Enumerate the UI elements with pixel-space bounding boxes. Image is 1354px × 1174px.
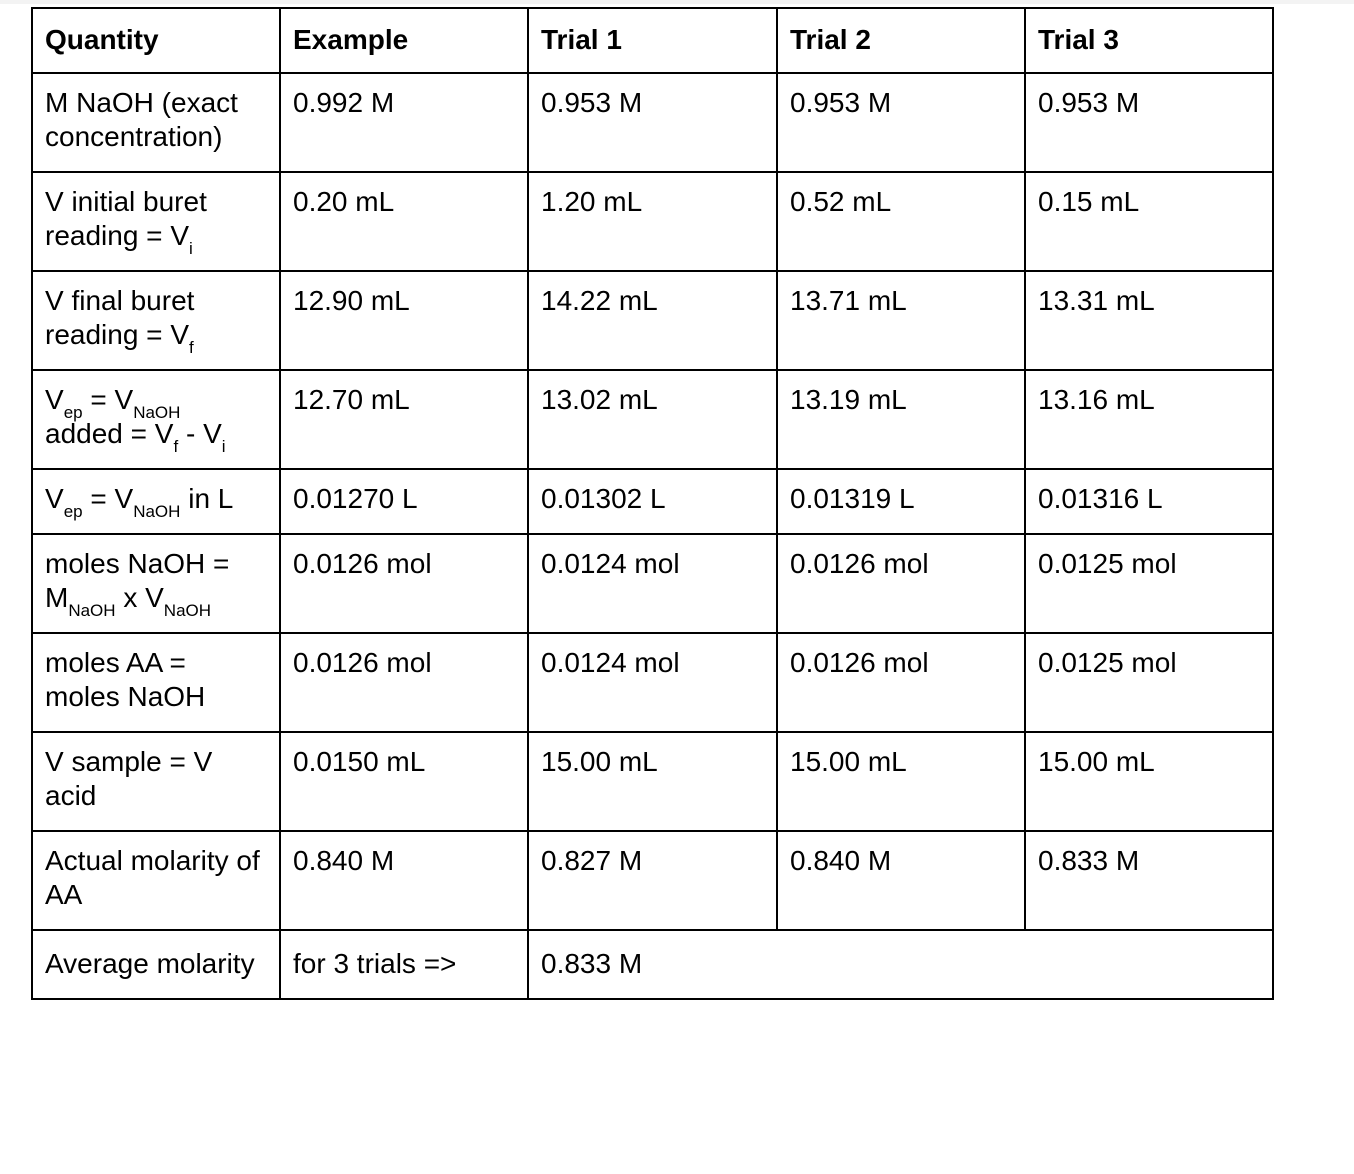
table-row-actual-molarity	[32, 831, 1273, 930]
label-subscript: i	[189, 239, 193, 258]
label-subscript: NaOH	[163, 601, 212, 620]
header-row	[32, 8, 1273, 73]
cell-trial-2: 13.71 mL	[777, 271, 1025, 370]
row-label: V sample = V acid	[32, 732, 280, 831]
cell-example: 0.992 M	[280, 73, 528, 172]
average-value: 0.833 M	[528, 930, 1273, 999]
cell-example: 12.70 mL	[280, 370, 528, 469]
cell-trial-1: 13.02 mL	[528, 370, 777, 469]
label-subscript: NaOH	[68, 601, 116, 620]
header-quantity: Quantity	[32, 8, 280, 73]
row-label	[32, 271, 280, 370]
label-subscript: NaOH	[133, 502, 181, 521]
row-label: moles AA = moles NaOH	[32, 633, 280, 732]
label-text: moles NaOH =	[45, 548, 230, 579]
cell-trial-2: 13.19 mL	[777, 370, 1025, 469]
row-label: M NaOH (exact concentration)	[32, 73, 280, 172]
table-row-v-sample	[32, 732, 1273, 831]
cell-trial-1: 0.953 M	[528, 73, 777, 172]
label-subscript: f	[189, 338, 194, 357]
table-row-v-final	[32, 271, 1273, 370]
average-label: Average molarity	[32, 930, 280, 999]
label-text: added = V	[45, 418, 174, 449]
top-separator	[0, 0, 1354, 4]
cell-trial-3: 13.31 mL	[1025, 271, 1273, 370]
cell-trial-3: 0.15 mL	[1025, 172, 1273, 271]
cell-example: 0.0150 mL	[280, 732, 528, 831]
label-text: V initial buret reading = V	[45, 186, 207, 251]
cell-trial-3: 0.953 M	[1025, 73, 1273, 172]
cell-trial-2: 0.01319 L	[777, 469, 1025, 534]
header-trial-2: Trial 2	[777, 8, 1025, 73]
cell-trial-1: 1.20 mL	[528, 172, 777, 271]
cell-trial-2: 0.840 M	[777, 831, 1025, 930]
cell-trial-2: 0.52 mL	[777, 172, 1025, 271]
cell-trial-3: 0.833 M	[1025, 831, 1273, 930]
cell-example: 0.20 mL	[280, 172, 528, 271]
cell-trial-1: 14.22 mL	[528, 271, 777, 370]
header-trial-3: Trial 3	[1025, 8, 1273, 73]
table-row-m-naoh	[32, 73, 1273, 172]
label-text: = V	[82, 384, 134, 415]
label-subscript: ep	[63, 403, 83, 422]
row-label	[32, 534, 280, 633]
row-label: Actual molarity of AA	[32, 831, 280, 930]
header-example: Example	[280, 8, 528, 73]
cell-trial-3: 0.0125 mol	[1025, 534, 1273, 633]
cell-trial-2: 0.0126 mol	[777, 534, 1025, 633]
cell-example: 0.0126 mol	[280, 633, 528, 732]
label-text: V final buret reading = V	[45, 285, 195, 350]
label-subscript: i	[221, 437, 226, 456]
cell-trial-1: 0.01302 L	[528, 469, 777, 534]
cell-trial-2: 0.0126 mol	[777, 633, 1025, 732]
cell-trial-3: 0.0125 mol	[1025, 633, 1273, 732]
cell-trial-1: 0.0124 mol	[528, 633, 777, 732]
table-row-moles-naoh	[32, 534, 1273, 633]
header-trial-1: Trial 1	[528, 8, 777, 73]
cell-example: 12.90 mL	[280, 271, 528, 370]
label-text: = V	[82, 483, 134, 514]
average-middle: for 3 trials =>	[280, 930, 528, 999]
label-text: M	[45, 582, 69, 613]
cell-trial-1: 0.0124 mol	[528, 534, 777, 633]
row-label	[32, 370, 280, 469]
cell-trial-3: 13.16 mL	[1025, 370, 1273, 469]
row-label	[32, 172, 280, 271]
cell-example: 0.0126 mol	[280, 534, 528, 633]
label-subscript: NaOH	[133, 403, 181, 422]
cell-trial-1: 15.00 mL	[528, 732, 777, 831]
label-text: V	[45, 384, 64, 415]
cell-example: 0.01270 L	[280, 469, 528, 534]
table-row-average	[32, 930, 1273, 999]
label-text: x V	[115, 582, 164, 613]
table-row-v-initial	[32, 172, 1273, 271]
label-subscript: ep	[63, 502, 83, 521]
cell-trial-3: 15.00 mL	[1025, 732, 1273, 831]
cell-example: 0.840 M	[280, 831, 528, 930]
table-row-moles-aa	[32, 633, 1273, 732]
label-text: in L	[180, 483, 234, 514]
cell-trial-2: 15.00 mL	[777, 732, 1025, 831]
table-row-v-ep-liters	[32, 469, 1273, 534]
label-text: V	[45, 483, 64, 514]
cell-trial-3: 0.01316 L	[1025, 469, 1273, 534]
cell-trial-1: 0.827 M	[528, 831, 777, 930]
table-row-v-ep	[32, 370, 1273, 469]
label-subscript: f	[173, 437, 179, 456]
row-label	[32, 469, 280, 534]
cell-trial-2: 0.953 M	[777, 73, 1025, 172]
label-text: - V	[178, 418, 222, 449]
titration-data-table	[31, 7, 1274, 1000]
